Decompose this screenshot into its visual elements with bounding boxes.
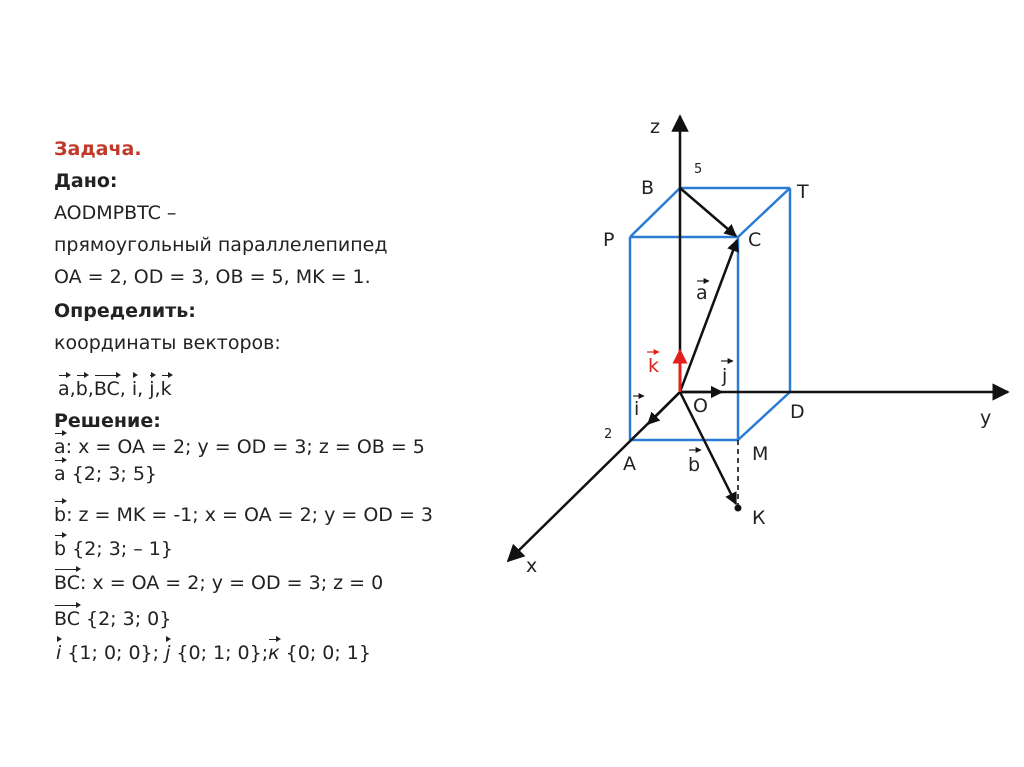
axes [508,116,1008,561]
edge-CT [738,188,790,237]
line-4-text: {2; 3; – 1} [66,538,173,560]
line-7-text-c: {0; 0; 1} [279,642,371,664]
task-heading: Задача. [54,138,142,160]
line-5-text: : x = OA = 2; y = OD = 3; z = 0 [79,572,384,594]
given-heading: Дано: [54,170,118,192]
vector-a-label: a [58,378,70,400]
line-3-vector: b [54,504,67,526]
given-values: OA = 2, OD = 3, OB = 5, MK = 1. [54,266,371,288]
list-separator: , [87,378,94,400]
point-O-label: O [693,395,708,417]
vector-bc-label: BC [93,378,120,400]
edge-PB [630,188,680,237]
point-K-label: К [752,507,766,529]
vector-name-labels [633,281,733,476]
tick-5-label: 5 [694,162,703,177]
tick-2-label: 2 [604,427,613,442]
line-7-text-a: {1; 0; 0}; [61,642,160,664]
vector-b-name: b [688,454,701,476]
point-A-label: A [623,453,636,475]
point-D-label: D [790,401,805,423]
line-6-text: {2; 3; 0} [79,608,172,630]
point-C-label: C [748,229,762,251]
figure-name: AODMPBTC – [54,202,177,224]
line-2-text: {2; 3; 5} [65,463,158,485]
find-description: координаты векторов: [54,332,281,354]
line-1-text: : x = OA = 2; y = OD = 3; z = OB = 5 [65,436,425,458]
vector-b-label: b [75,378,88,400]
solution-heading: Решение: [54,410,161,432]
vector-bc-arrow [680,188,736,236]
list-separator: , [119,378,126,400]
axis-x-label: x [526,555,538,577]
vector-k-name: k [648,355,660,377]
line-7-vector-j: j [165,642,171,664]
line-7-text-b: {0; 1; 0}; [170,642,269,664]
list-separator: , [69,378,76,400]
point-T-label: T [797,181,809,203]
line-4-vector: b [54,538,67,560]
vector-a-name: a [696,282,708,304]
point-K-dot [735,505,742,512]
vector-i-label: i [131,378,138,400]
point-M-label: M [752,443,769,465]
line-7-vector-i: i [56,642,62,664]
find-heading: Определить: [54,300,196,322]
point-B-label: B [641,177,655,199]
vector-i-name: i [634,398,640,420]
vector-a-arrow [680,240,737,392]
vector-k-label: k [160,378,172,400]
line-3-text: : z = MK = -1; x = OA = 2; y = OD = 3 [66,504,434,526]
vector-b-arrow [680,392,736,504]
axis-z-label: z [650,116,660,138]
line-5-vector: BC [54,572,80,594]
line-7-vector-k: к [268,642,280,664]
line-1-vector: a [54,436,66,458]
vector-j-name: j [722,365,728,387]
edge-MD [738,392,790,440]
list-separator: , [137,378,144,400]
list-separator: , [154,378,161,400]
line-2-vector: a [54,463,66,485]
figure-description: прямоугольный параллелепипед [54,234,388,256]
unit-i-arrow [648,392,680,424]
line-6-vector: BC [54,608,80,630]
vector-j-label: j [149,378,155,400]
axis-y-label: y [980,407,992,429]
point-P-label: P [603,229,615,251]
